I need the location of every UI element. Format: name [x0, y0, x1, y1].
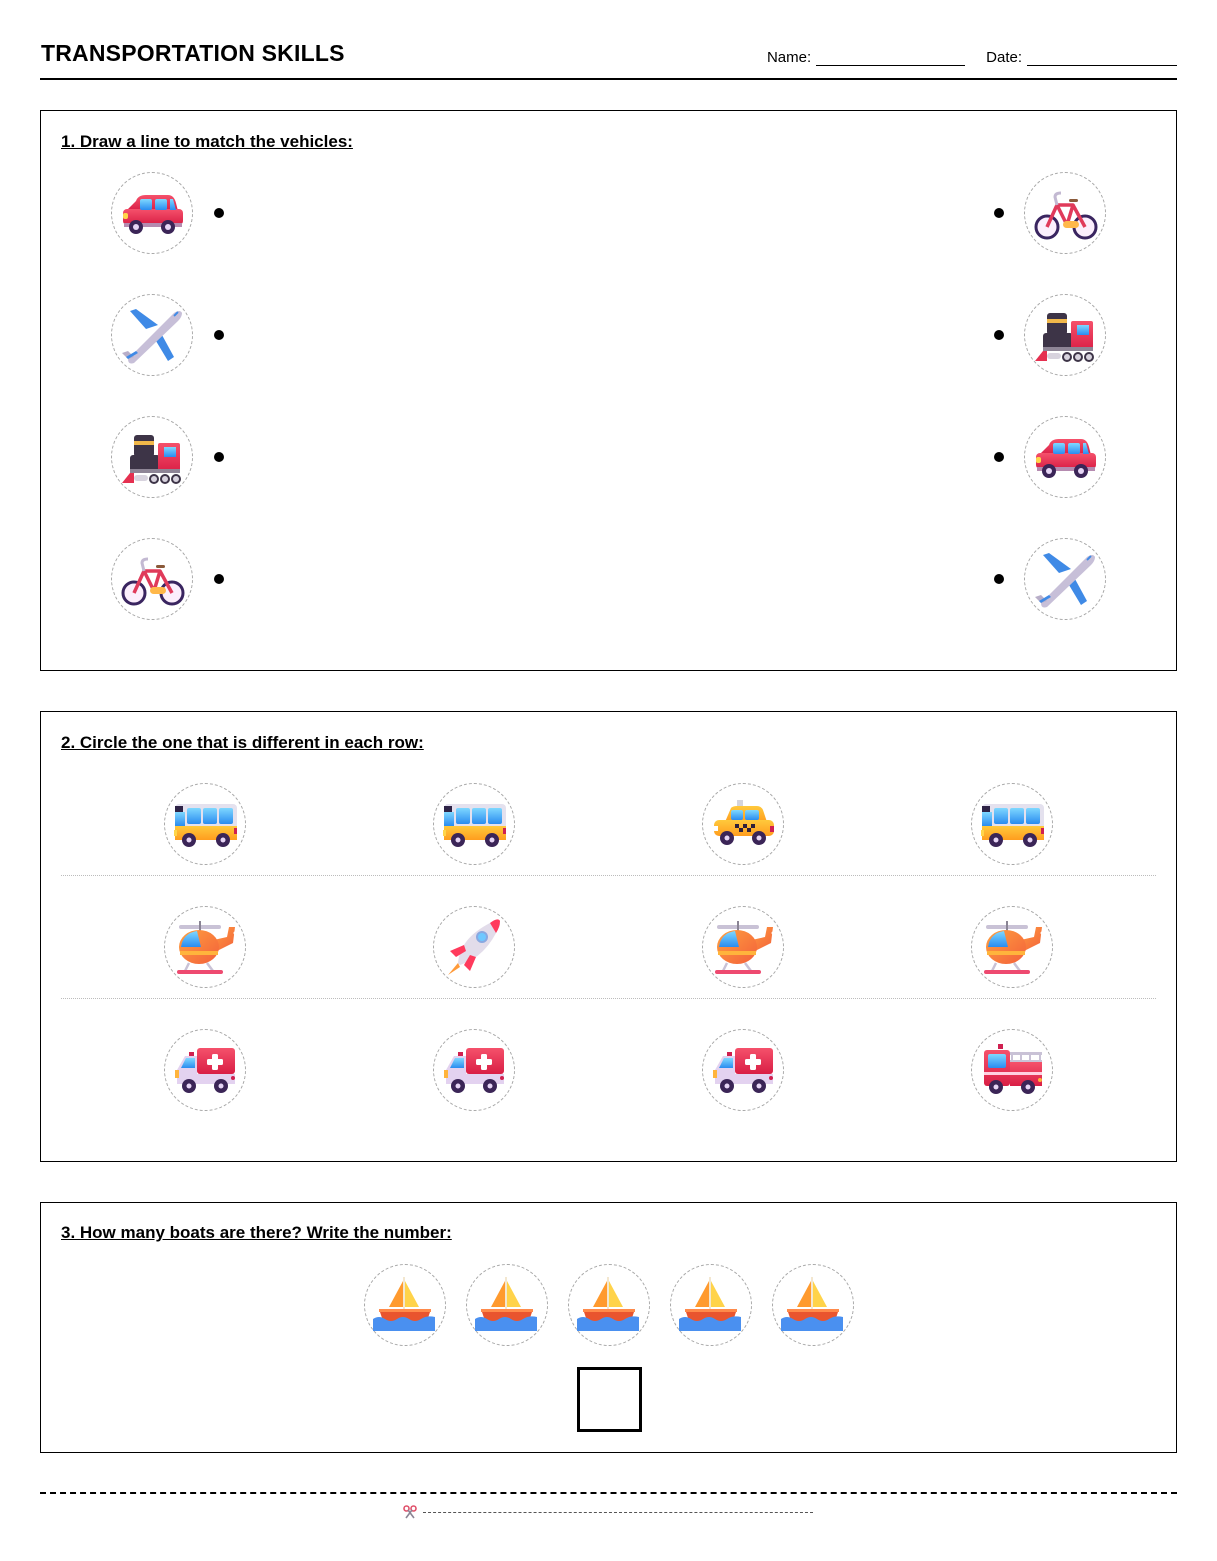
student-fields: [767, 49, 1177, 66]
ambulance-icon[interactable]: [702, 1029, 784, 1111]
counting-section: [40, 1202, 1177, 1453]
match-dot-right[interactable]: [994, 452, 1004, 462]
cut-dash-line: [423, 1512, 813, 1513]
rocket-icon[interactable]: [433, 906, 515, 988]
sailboat-icon: [568, 1264, 650, 1346]
matching-section: [40, 110, 1177, 671]
match-dot-right[interactable]: [994, 574, 1004, 584]
sailboat-icon: [364, 1264, 446, 1346]
date-label: Date:: [986, 49, 1022, 66]
helicopter-icon[interactable]: [164, 906, 246, 988]
ambulance-icon[interactable]: [164, 1029, 246, 1111]
fire-engine-icon[interactable]: [971, 1029, 1053, 1111]
airplane-icon: [111, 294, 193, 376]
car-icon: [1024, 416, 1106, 498]
page-title: TRANSPORTATION SKILLS: [41, 40, 345, 66]
name-field[interactable]: [767, 49, 965, 66]
sailboat-icon: [772, 1264, 854, 1346]
bus-icon[interactable]: [164, 783, 246, 865]
cut-line: [40, 1492, 1177, 1494]
match-dot-left[interactable]: [214, 574, 224, 584]
cut-guide: [403, 1505, 813, 1519]
match-dot-left[interactable]: [214, 208, 224, 218]
match-dot-left[interactable]: [214, 330, 224, 340]
bus-icon[interactable]: [971, 783, 1053, 865]
scissors-icon: [403, 1505, 417, 1519]
match-dot-right[interactable]: [994, 208, 1004, 218]
match-dot-left[interactable]: [214, 452, 224, 462]
sailboat-icon: [466, 1264, 548, 1346]
odd-one-out-section: [40, 711, 1177, 1162]
date-blank-line[interactable]: [1027, 52, 1177, 66]
section-title: 1. Draw a line to match the vehicles:: [61, 132, 353, 151]
section-title: 3. How many boats are there? Write the number:: [61, 1223, 452, 1242]
worksheet-header: [40, 38, 1177, 80]
train-icon: [111, 416, 193, 498]
taxi-icon[interactable]: [702, 783, 784, 865]
answer-box[interactable]: [577, 1367, 642, 1432]
bus-icon[interactable]: [433, 783, 515, 865]
date-field[interactable]: [986, 49, 1177, 66]
section-title: 2. Circle the one that is different in each row:: [61, 733, 424, 752]
bicycle-icon: [1024, 172, 1106, 254]
bicycle-icon: [111, 538, 193, 620]
helicopter-icon[interactable]: [971, 906, 1053, 988]
helicopter-icon[interactable]: [702, 906, 784, 988]
ambulance-icon[interactable]: [433, 1029, 515, 1111]
train-icon: [1024, 294, 1106, 376]
car-icon: [111, 172, 193, 254]
row-divider: [61, 875, 1156, 876]
sailboat-icon: [670, 1264, 752, 1346]
name-label: Name:: [766, 49, 812, 66]
row-divider: [61, 998, 1156, 999]
airplane-icon: [1024, 538, 1106, 620]
name-blank-line[interactable]: [816, 52, 965, 66]
match-dot-right[interactable]: [994, 330, 1004, 340]
